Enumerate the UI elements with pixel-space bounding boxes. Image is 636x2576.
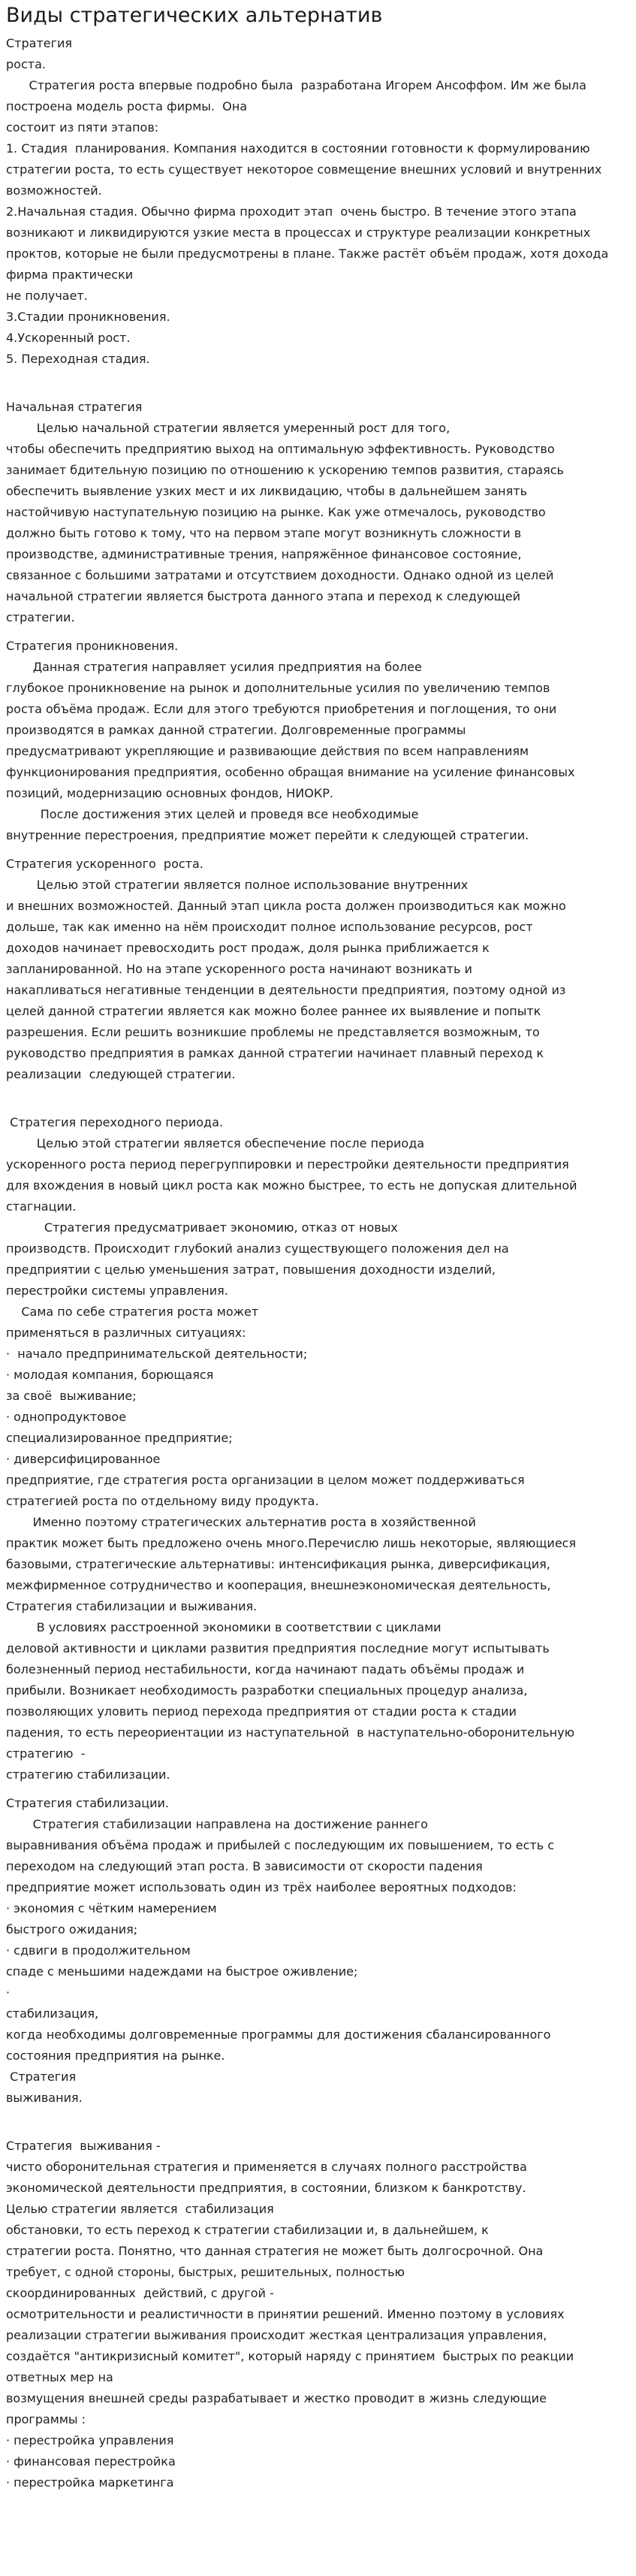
text-line: дольше, так как именно на нём происходит полное использование ресурсов, рост <box>6 920 533 934</box>
text-line: ответных мер на <box>6 2370 113 2384</box>
text-section <box>6 854 630 1085</box>
text-line: производств. Происходит глубокий анализ существующего положения дел на <box>6 1241 509 1256</box>
text-line: Стратегия <box>6 36 73 50</box>
text-line: Стратегия <box>6 2070 77 2084</box>
text-line: предусматривают укрепляющие и развивающие действия по всем направлениям <box>6 744 529 758</box>
text-line: экономической деятельности предприятия, в состоянии, близком к банкротству. <box>6 2181 526 2195</box>
text-line: накапливаться негативные тенденции в деятельности предприятия, поэтому одной из <box>6 983 566 997</box>
text-line: стратегией роста по отдельному виду продукта. <box>6 1494 319 1508</box>
text-line: предприятие, где стратегия роста организации в целом может поддерживаться <box>6 1473 525 1487</box>
text-line: Стратегия предусматривает экономию, отказ от новых <box>6 1220 398 1235</box>
text-line: Сама по себе стратегия роста может <box>6 1305 259 1319</box>
text-line: требует, с одной стороны, быстрых, решительных, полностью <box>6 2265 405 2279</box>
text-line: стратегию - <box>6 1746 86 1761</box>
text-line: 4.Ускоренный рост. <box>6 331 131 345</box>
text-line: переходом на следующий этап роста. В зависимости от скорости падения <box>6 1859 483 1873</box>
text-line: В условиях расстроенной экономики в соответствии с циклами <box>6 1620 442 1634</box>
text-line: ускоренного роста период перегруппировки и перестройки деятельности предприятия <box>6 1157 569 1172</box>
text-line: возникают и ликвидируются узкие места в процессах и структуре реализации конкретных <box>6 225 591 240</box>
text-section <box>6 636 630 846</box>
text-section <box>6 33 630 370</box>
text-line: за своё выживание; <box>6 1389 137 1403</box>
paragraph-spacer <box>6 1085 630 1112</box>
text-line: разрешения. Если решить возникшие проблемы не представляется возможным, то <box>6 1025 540 1039</box>
text-line: скоординированных действий, с другой - <box>6 2286 274 2300</box>
text-line: Стратегия ускоренного роста. <box>6 857 203 871</box>
text-line: роста объёма продаж. Если для этого требуются приобретения и поглощения, то они <box>6 702 557 716</box>
text-line: возмущения внешней среды разрабатывает и жестко проводит в жизнь следующие <box>6 2391 547 2405</box>
text-line: обстановки, то есть переход к стратегии стабилизации и, в дальнейшем, к <box>6 2223 489 2237</box>
text-line: позиций, модернизацию основных фондов, НИОКР. <box>6 786 333 800</box>
text-line: предприятие может использовать один из трёх наиболее вероятных подходов: <box>6 1880 517 1894</box>
text-line: возможностей. <box>6 183 102 198</box>
text-line: не получает. <box>6 289 88 303</box>
text-line: проктов, которые не были предусмотрены в плане. Также растёт объём продаж, хотя дохода <box>6 246 609 261</box>
text-line: настойчивую наступательную позицию на рынке. Как уже отмечалось, руководство <box>6 505 546 519</box>
text-line: Стратегия роста впервые подробно была разработана Игорем Ансоффом. Им же была <box>6 78 586 92</box>
text-line: межфирменное сотрудничество и кооперация, внешнеэкономическая деятельность, <box>6 1578 551 1592</box>
text-line: спаде с меньшими надеждами на быстрое оживление; <box>6 1964 358 1979</box>
paragraph-spacer <box>6 846 630 854</box>
text-line: · начало предпринимательской деятельности; <box>6 1347 308 1361</box>
paragraph-spacer <box>6 370 630 397</box>
text-line: · экономия с чётким намерением <box>6 1901 217 1915</box>
text-line: · сдвиги в продолжительном <box>6 1943 191 1958</box>
text-line: · молодая компания, борющаяся <box>6 1368 214 1382</box>
page-title: Виды стратегических альтернатив <box>6 4 383 27</box>
text-line: запланированной. Но на этапе ускоренного роста начинают возникать и <box>6 962 472 976</box>
text-line: производстве, административные трения, напряжённое финансовое состояние, <box>6 547 522 561</box>
text-line: Стратегия стабилизации. <box>6 1796 170 1810</box>
text-line: стратегии роста. Понятно, что данная стратегия не может быть долгосрочной. Она <box>6 2244 544 2258</box>
text-line: производятся в рамках данной стратегии. Долговременные программы <box>6 723 466 737</box>
text-line: Стратегия стабилизации направлена на достижение раннего <box>6 1817 428 1831</box>
text-line: Целью этой стратегии является обеспечение после периода <box>6 1136 425 1150</box>
text-line: обеспечить выявление узких мест и их ликвидацию, чтобы в дальнейшем занять <box>6 484 528 498</box>
text-line: После достижения этих целей и проведя все необходимые <box>6 807 419 821</box>
paragraph-spacer <box>6 628 630 636</box>
text-line: чтобы обеспечить предприятию выход на оптимальную эффективность. Руководство <box>6 442 555 456</box>
text-line: функционирования предприятия, особенно обращая внимание на усиление финансовых <box>6 765 575 779</box>
text-line: специализированное предприятие; <box>6 1431 233 1445</box>
paragraph-spacer <box>6 1785 630 1793</box>
text-line: начальной стратегии является быстрота данного этапа и переход к следующей <box>6 589 521 603</box>
text-section <box>6 397 630 628</box>
text-line: внутренние перестроения, предприятие может перейти к следующей стратегии. <box>6 828 529 842</box>
text-line: Именно поэтому стратегических альтернатив роста в хозяйственной <box>6 1515 476 1529</box>
text-line: фирма практически <box>6 268 134 282</box>
text-line: чисто оборонительная стратегия и применяется в случаях полного расстройства <box>6 2160 527 2174</box>
text-line: · перестройка маркетинга <box>6 2475 174 2490</box>
text-line: базовыми, стратегические альтернативы: интенсификация рынка, диверсификация, <box>6 1557 550 1571</box>
text-line: Данная стратегия направляет усилия предприятия на более <box>6 660 422 674</box>
text-line: доходов начинает превосходить рост продаж, доля рынка приближается к <box>6 941 490 955</box>
text-line: роста. <box>6 57 46 71</box>
text-line: · финансовая перестройка <box>6 2454 176 2469</box>
text-line: Целью этой стратегии является полное использование внутренних <box>6 878 469 892</box>
text-line: Целью начальной стратегии является умеренный рост для того, <box>6 421 451 435</box>
document-body <box>6 33 630 2493</box>
text-line: Начальная стратегия <box>6 400 143 414</box>
text-line: 5. Переходная стадия. <box>6 352 150 366</box>
text-line: состояния предприятия на рынке. <box>6 2048 225 2063</box>
text-line: практик может быть предложено очень много.Перечислю лишь некоторые, являющиеся <box>6 1536 577 1550</box>
text-line: прибыли. Возникает необходимость разработки специальных процедур анализа, <box>6 1683 528 1698</box>
text-line: Целью стратегии является стабилизация <box>6 2202 274 2216</box>
text-line: глубокое проникновение на рынок и дополнительные усилия по увеличению темпов <box>6 681 550 695</box>
text-section <box>6 1793 630 2109</box>
text-line: и внешних возможностей. Данный этап цикла роста должен производиться как можно <box>6 899 566 913</box>
text-line: стабилизация, <box>6 2006 99 2021</box>
text-line: создаётся "антикризисный комитет", который наряду с принятием быстрых по реакции <box>6 2349 574 2363</box>
text-line: Стратегия переходного периода. <box>6 1115 223 1129</box>
text-line: связанное с большими затратами и отсутствием доходности. Однако одной из целей <box>6 568 554 582</box>
text-line: Стратегия выживания - <box>6 2139 161 2153</box>
text-line: выживания. <box>6 2091 83 2105</box>
text-line: 2.Начальная стадия. Обычно фирма проходит этап очень быстро. В течение этого этапа <box>6 204 577 219</box>
text-line: деловой активности и циклами развития предприятия последние могут испытывать <box>6 1641 550 1655</box>
text-line: перестройки системы управления. <box>6 1283 228 1298</box>
text-line: падения, то есть переориентации из наступательной в наступательно-оборонительную <box>6 1725 575 1740</box>
text-line: стратегии. <box>6 610 75 624</box>
text-line: программы : <box>6 2412 86 2426</box>
text-line: стагнации. <box>6 1199 77 1214</box>
text-line: · диверсифицированное <box>6 1452 161 1466</box>
text-line: реализации следующей стратегии. <box>6 1067 236 1081</box>
text-line: · <box>6 1985 11 2000</box>
text-line: · однопродуктовое <box>6 1410 127 1424</box>
text-line: 3.Стадии проникновения. <box>6 310 170 324</box>
text-line: состоит из пяти этапов: <box>6 120 159 135</box>
text-line: должно быть готово к тому, что на первом этапе могут возникнуть сложности в <box>6 526 522 540</box>
text-line: · перестройка управления <box>6 2433 174 2448</box>
text-line: когда необходимы долговременные программы для достижения сбалансированного <box>6 2027 551 2042</box>
text-line: болезненный период нестабильности, когда начинают падать объёмы продаж и <box>6 1662 525 1677</box>
text-line: предприятии с целью уменьшения затрат, повышения доходности изделий, <box>6 1262 496 1277</box>
paragraph-spacer <box>6 2109 630 2136</box>
text-line: реализации стратегии выживания происходит жесткая централизация управления, <box>6 2328 547 2342</box>
text-line: руководство предприятия в рамках данной стратегии начинает плавный переход к <box>6 1046 544 1060</box>
text-line: 1. Стадия планирования. Компания находится в состоянии готовности к формулированию <box>6 141 590 156</box>
text-line: для вхождения в новый цикл роста как можно быстрее, то есть не допуская длительной <box>6 1178 577 1193</box>
text-line: Стратегия проникновения. <box>6 639 179 653</box>
text-line: Стратегия стабилизации и выживания. <box>6 1599 258 1613</box>
text-line: стратегии роста, то есть существует некоторое совмещение внешних условий и внутренних <box>6 162 602 177</box>
text-line: стратегию стабилизации. <box>6 1767 170 1782</box>
text-line: целей данной стратегии является как можно более раннее их выявление и попытк <box>6 1004 541 1018</box>
text-section <box>6 1112 630 1785</box>
text-line: применяться в различных ситуациях: <box>6 1326 246 1340</box>
text-line: построена модель роста фирмы. Она <box>6 99 248 113</box>
text-section <box>6 2136 630 2493</box>
text-line: быстрого ожидания; <box>6 1922 138 1937</box>
text-line: позволяющих уловить период перехода предприятия от стадии роста к стадии <box>6 1704 517 1719</box>
text-line: занимает бдительную позицию по отношению к ускорению темпов развития, стараясь <box>6 463 564 477</box>
text-line: осмотрительности и реалистичности в принятии решений. Именно поэтому в условиях <box>6 2307 565 2321</box>
text-line: выравнивания объёма продаж и прибылей с последующим их повышением, то есть с <box>6 1838 554 1852</box>
